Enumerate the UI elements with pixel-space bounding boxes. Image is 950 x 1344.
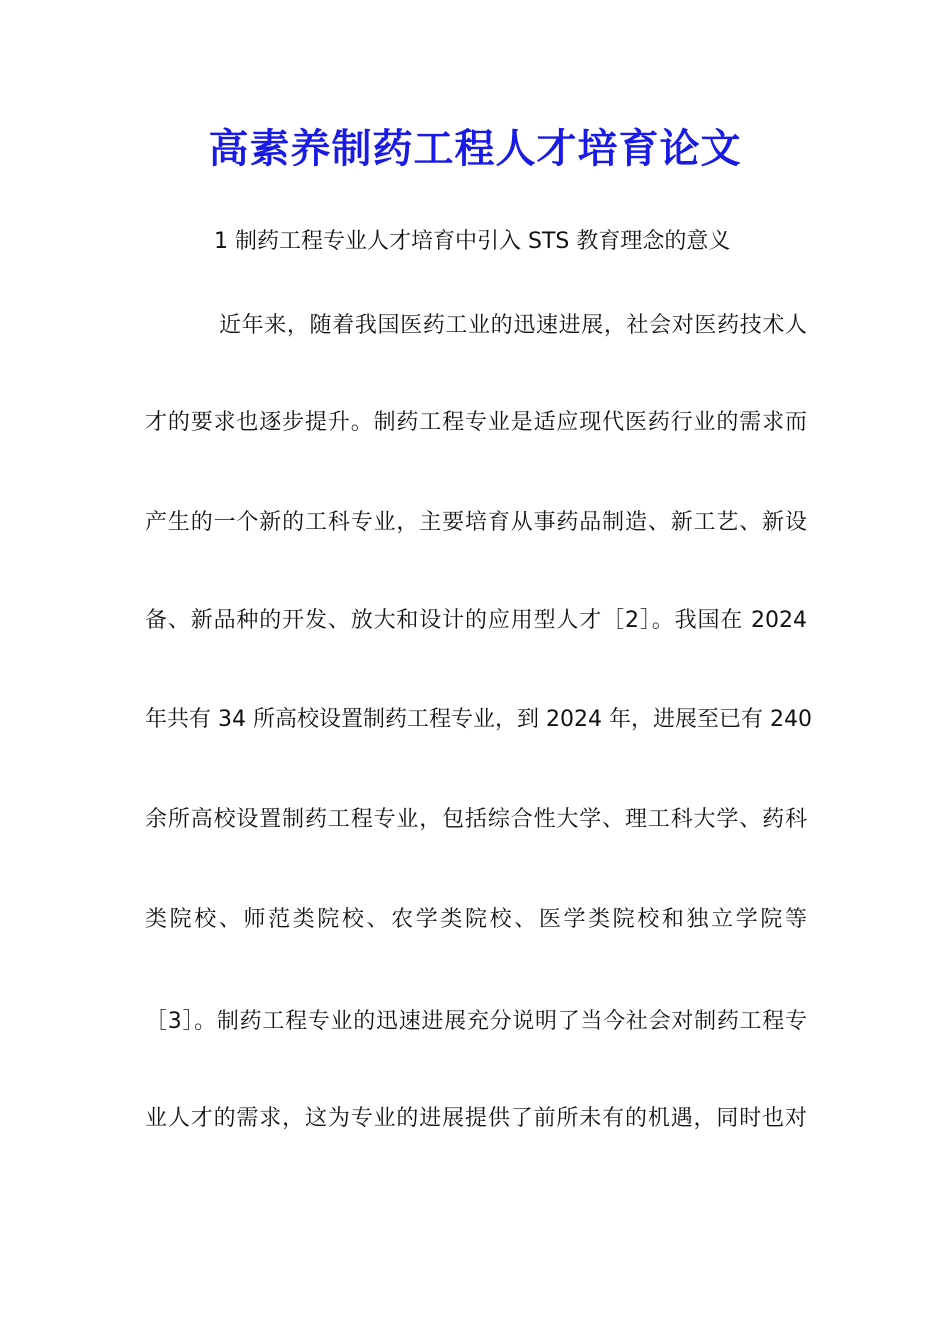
body-line-3: 产生的一个新的工科专业，主要培育从事药品制造、新工艺、新设: [145, 510, 807, 535]
body-line-1: 近年来，随着我国医药工业的迅速进展，社会对医药技术人: [219, 313, 807, 338]
document-title: 高素养制药工程人才培育论文: [208, 125, 742, 172]
body-line-4: 备、新品种的开发、放大和设计的应用型人才［2］。我国在 2024: [145, 608, 807, 633]
body-line-7: 类院校、师范类院校、农学类院校、医学类院校和独立学院等: [145, 907, 807, 932]
body-line-8: ［3］。制药工程专业的迅速进展充分说明了当今社会对制药工程专: [145, 1009, 807, 1034]
body-line-5: 年共有 34 所高校设置制药工程专业，到 2024 年，进展至已有 240: [145, 707, 812, 732]
body-line-6: 余所高校设置制药工程专业，包括综合性大学、理工科大学、药科: [145, 807, 807, 832]
body-line-9: 业人才的需求，这为专业的进展提供了前所未有的机遇，同时也对: [145, 1106, 807, 1131]
section-heading: 1 制药工程专业人才培育中引入 STS 教育理念的意义: [214, 229, 731, 254]
body-line-2: 才的要求也逐步提升。制药工程专业是适应现代医药行业的需求而: [145, 410, 807, 435]
